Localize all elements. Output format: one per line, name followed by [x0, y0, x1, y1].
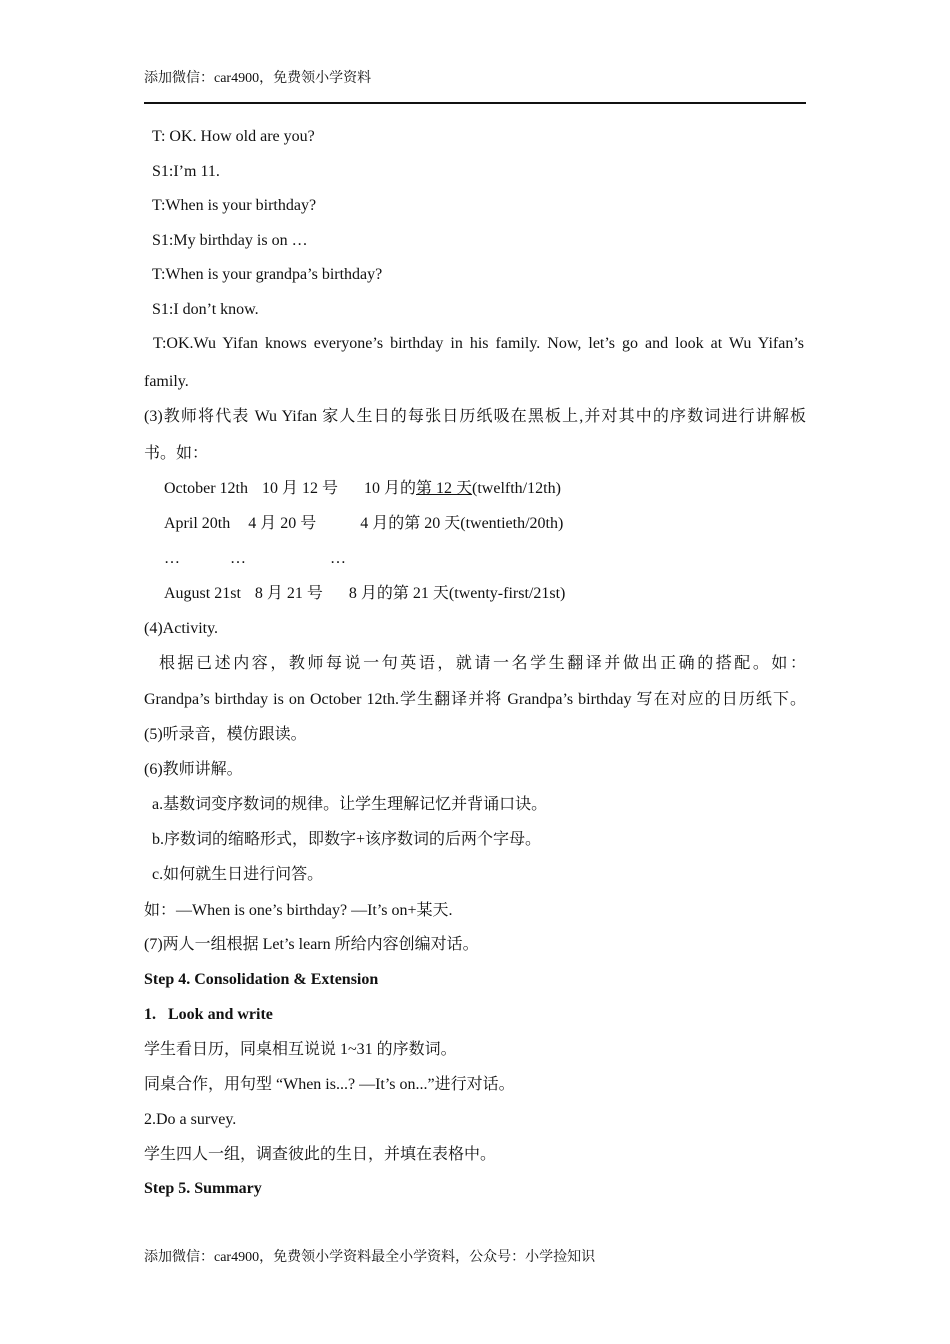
underlined-ordinal: 第 12 天 — [416, 480, 473, 497]
ellipsis: … — [164, 550, 180, 567]
date-cn: 4 月 20 号 — [248, 515, 317, 532]
date-row-august — [164, 584, 565, 604]
step4-text: 根据已述内容，教师每说一句英语，就请一名学生翻译并做出正确的搭配。如： — [159, 655, 806, 672]
date-prefix: 10 月的 — [364, 480, 417, 497]
example-text: 如：—When is one’s birthday? —It’s on+某天. — [144, 902, 453, 919]
step5-text: (5)听录音，模仿跟读。 — [144, 726, 307, 743]
page-footer: 添加微信：car4900，免费领小学资料最全小学资料，公众号：小学捡知识 — [144, 1250, 596, 1265]
date-en: August 21st — [164, 585, 241, 602]
dialogue-line: S1:I don’t know. — [152, 301, 259, 318]
survey-text: 学生四人一组，调查彼此的生日，并填在表格中。 — [144, 1146, 497, 1163]
step6-item: b.序数词的缩略形式，即数字+该序数词的后两个字母。 — [152, 831, 542, 848]
dialogue-line: T:When is your birthday? — [152, 197, 317, 214]
ellipsis: … — [230, 550, 246, 567]
ellipsis: … — [330, 550, 346, 567]
header-rule — [144, 102, 806, 104]
date-cn: 8 月 21 号 — [254, 585, 323, 602]
date-row-october — [164, 479, 561, 499]
dialogue-line: T: OK. How old are you? — [152, 128, 315, 145]
date-cn: 10 月 12 号 — [261, 480, 338, 497]
survey-heading: 2.Do a survey. — [144, 1111, 237, 1128]
date-en: October 12th — [164, 480, 248, 497]
heading-step4: Step 4. Consolidation & Extension — [144, 971, 379, 988]
heading-look-and-write: 1. Look and write — [144, 1006, 273, 1023]
heading-step5: Step 5. Summary — [144, 1180, 262, 1197]
dialogue-line: S1:My birthday is on … — [152, 232, 308, 249]
step3-text: (3)教师将代表 Wu Yifan 家人生日的每张日历纸吸在黑板上,并对其中的序数词进行讲解板 — [144, 408, 806, 425]
date-en: April 20th — [164, 515, 231, 532]
paragraph-wu-yifan-cont: family. — [144, 373, 189, 390]
date-full: 8 月的第 21 天(twenty-first/21st) — [348, 585, 566, 602]
step6-item: c.如何就生日进行问答。 — [152, 866, 324, 883]
step6-text: (6)教师讲解。 — [144, 761, 243, 778]
dialogue-line: S1:I’m 11. — [152, 163, 220, 180]
page-header: 添加微信：car4900，免费领小学资料 — [144, 71, 372, 86]
ordinal-form: (twelfth/12th) — [472, 480, 561, 497]
dialogue-line: T:When is your grandpa’s birthday? — [152, 266, 383, 283]
step3-text-cont: 书。如： — [144, 445, 209, 462]
paragraph-wu-yifan: T:OK.Wu Yifan knows everyone’s birthday in his family. Now, let’s go and look at Wu Yifan’s — [153, 335, 804, 352]
step7-text: (7)两人一组根据 Let’s learn 所给内容创编对话。 — [144, 936, 479, 953]
step4-label: (4)Activity. — [144, 620, 219, 637]
date-row-april — [164, 514, 563, 534]
date-full: 4 月的第 20 天(twentieth/20th) — [360, 515, 564, 532]
date-row-ellipsis — [164, 549, 346, 569]
look-text: 同桌合作，用句型 “When is...? —It’s on...”进行对话。 — [144, 1076, 515, 1093]
look-text: 学生看日历，同桌相互说说 1~31 的序数词。 — [144, 1041, 457, 1058]
step6-item: a.基数词变序数词的规律。让学生理解记忆并背诵口诀。 — [152, 796, 548, 813]
step4-text-cont: Grandpa’s birthday is on October 12th.学生翻译并将 Grandpa’s birthday 写在对应的日历纸下。 — [144, 691, 806, 708]
